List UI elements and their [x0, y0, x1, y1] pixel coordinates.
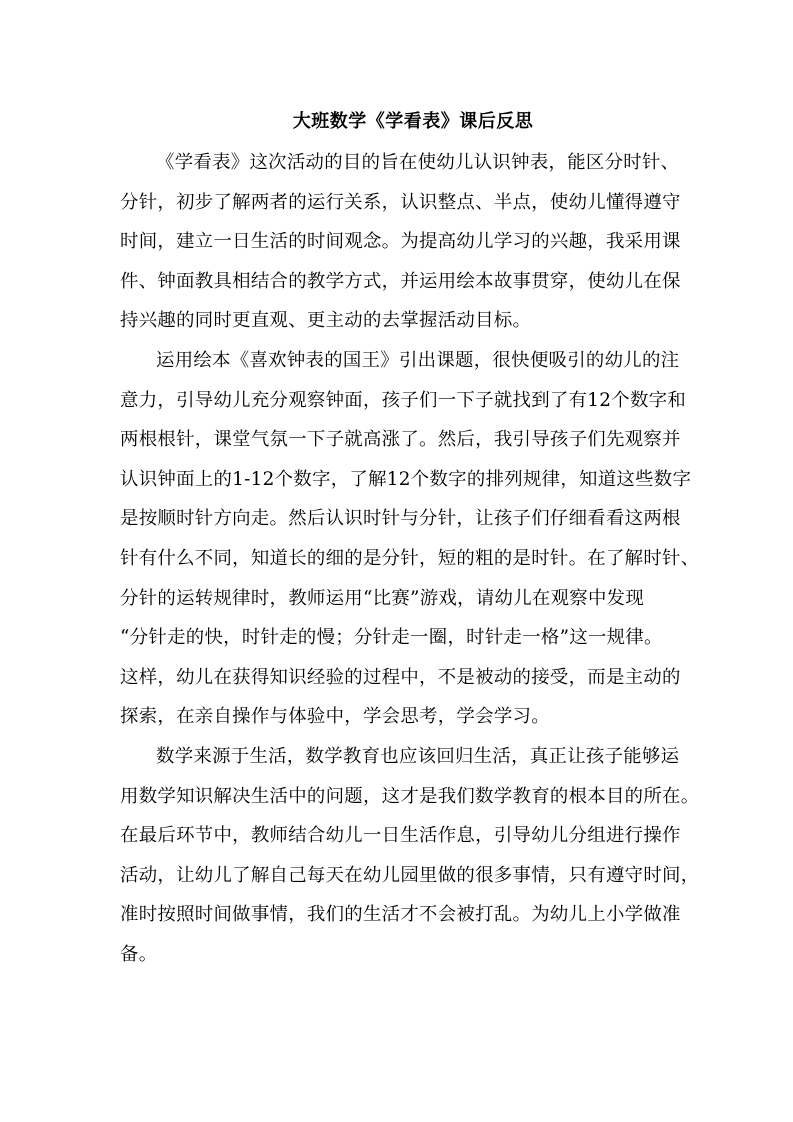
paragraph-3-line-6: 备。 — [120, 943, 158, 965]
paragraph-2-line-3: 两根根针，课堂气氛一下子就高涨了。然后，我引导孩子们先观察并 — [120, 429, 681, 451]
paragraph-2-line-7: 分针的运转规律时，教师运用“比赛”游戏，请幼儿在观察中发现 — [120, 587, 645, 609]
paragraph-1-line-1: 《学看表》这次活动的目的旨在使幼儿认识钟表，能区分时针、 — [156, 152, 680, 173]
document-body — [120, 143, 700, 974]
document-title: 大班数学《学看表》课后反思 — [292, 111, 534, 132]
paragraph-2-line-5: 是按顺时针方向走。然后认识时针与分针，让孩子们仔细看看这两根 — [120, 508, 681, 530]
paragraph-1-line-5: 持兴趣的同时更直观、更主动的去掌握活动目标。 — [120, 310, 532, 332]
paragraph-2-line-4: 认识钟面上的1-12个数字，了解12个数字的排列规律，知道这些数字 — [120, 468, 692, 490]
paragraph-2-line-9: 这样，幼儿在获得知识经验的过程中，不是被动的接受，而是主动的 — [120, 666, 681, 688]
paragraph-3-line-4: 活动，让幼儿了解自己每天在幼儿园里做的很多事情，只有遵守时间， — [120, 864, 700, 886]
paragraph-2-line-1: 运用绘本《喜欢钟表的国王》引出课题，很快便吸引的幼儿的注 — [156, 349, 680, 371]
paragraph-1-line-3: 时间，建立一日生活的时间观念。为提高幼儿学习的兴趣，我采用课 — [120, 231, 681, 253]
paragraph-1-line-4: 件、钟面教具相结合的教学方式，并运用绘本故事贯穿，使幼儿在保 — [120, 270, 681, 292]
paragraph-2-line-10: 探索，在亲自操作与体验中，学会思考，学会学习。 — [120, 706, 550, 728]
paragraph-3-line-5: 准时按照时间做事情，我们的生活才不会被打乱。为幼儿上小学做准 — [120, 904, 681, 926]
paragraph-2-line-8: “分针走的快，时针走的慢；分针走一圈，时针走一格”这一规律。 — [120, 627, 663, 649]
paragraph-1-line-2: 分针，初步了解两者的运行关系，认识整点、半点，使幼儿懂得遵守 — [120, 191, 681, 213]
paragraph-2-line-6: 针有什么不同，知道长的细的是分针，短的粗的是时针。在了解时针、 — [120, 547, 700, 569]
paragraph-3-line-1: 数学来源于生活，数学教育也应该回归生活，真正让孩子能够运 — [156, 745, 680, 767]
paragraph-2-line-2: 意力，引导幼儿充分观察钟面，孩子们一下子就找到了有12个数字和 — [120, 389, 687, 411]
paragraph-3-line-3: 在最后环节中，教师结合幼儿一日生活作息，引导幼儿分组进行操作 — [120, 825, 681, 847]
paragraph-3-line-2: 用数学知识解决生活中的问题，这才是我们数学教育的根本目的所在。 — [120, 785, 700, 807]
